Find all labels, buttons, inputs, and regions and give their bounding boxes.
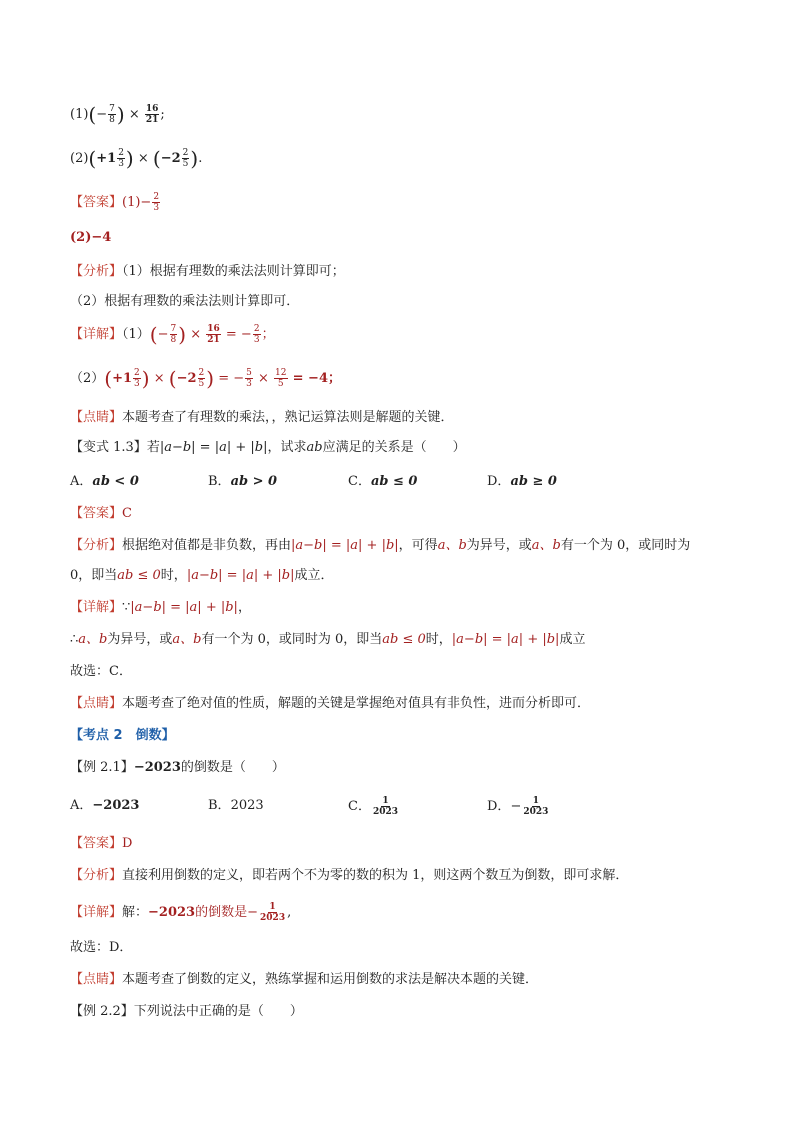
- answer-1: 【答案】(1)− $\frac{2}{3}$: [70, 192, 160, 213]
- fraction: $\frac{7}{8}$: [109, 104, 115, 125]
- fraction: $\frac{2}{3}$: [118, 148, 124, 169]
- problem-2: (2)(+1 $\frac{2}{3}$ ) × (−2 $\frac{2}{5}$ ).: [70, 146, 203, 171]
- example-option-b[interactable]: B．2023: [208, 798, 264, 813]
- fraction: $\frac{16}{21}$: [145, 104, 159, 125]
- variant-analysis-line-2: 0，即当ab ≤ 0时，|a−b| = |a| + |b|成立．: [70, 568, 334, 583]
- example-answer: 【答案】D: [70, 836, 133, 851]
- analysis-line-2: （2）根据有理数的乘法法则计算即可．: [70, 294, 300, 309]
- problem-1-label: (1): [70, 107, 89, 122]
- problem-2-label: (2): [70, 151, 89, 166]
- example-2-1-question: 【例 2.1】−2023的倒数是（ ）: [70, 760, 285, 775]
- variant-option-c[interactable]: C．ab ≤ 0: [348, 474, 418, 489]
- problem-1: (1)(− $\frac{7}{8}$ ) × $\frac{16}{21}$ ;: [70, 102, 165, 127]
- example-analysis: 【分析】直接利用倒数的定义，即若两个不为零的数的积为 1，则这两个数互为倒数，即可求解．: [70, 868, 629, 883]
- variant-label: 【变式 1.3】: [70, 440, 147, 455]
- answer-tag: 【答案】: [70, 195, 123, 210]
- example-comment: 【点睛】本题考查了倒数的定义，熟练掌握和运用倒数的求法是解决本题的关键．: [70, 972, 539, 987]
- detail-tag: 【详解】: [70, 327, 123, 342]
- comment-tag: 【点睛】: [70, 410, 123, 425]
- variant-option-a[interactable]: A．ab < 0: [70, 474, 139, 489]
- variant-choose: 故选：C．: [70, 664, 132, 679]
- variant-option-b[interactable]: B．ab > 0: [208, 474, 278, 489]
- example-detail: 【详解】解：−2023的倒数是− $\frac{1}{2023}$ ,: [70, 902, 292, 923]
- variant-detail-line-2: ∴a、b为异号，或a、b有一个为 0，或同时为 0，即当ab ≤ 0时，|a−b| = |a| + |b|成立: [70, 632, 586, 647]
- detail-line-2: （2）(+1 $\frac{2}{3}$ ) × (−2 $\frac{2}{5}$ ) = − $\frac{5}{3}$ × $\frac{12}{5}$ = −4；: [70, 366, 341, 391]
- example-2-2-question: 【例 2.2】下列说法中正确的是（ ）: [70, 1004, 303, 1019]
- variant-analysis-line-1: 【分析】根据绝对值都是非负数，再由|a−b| = |a| + |b|，可得a、b为异号，或a、b有一个为 0，或同时为: [70, 538, 691, 553]
- fraction: $\frac{2}{3}$: [153, 192, 160, 213]
- variant-answer: 【答案】C: [70, 506, 132, 521]
- analysis-line-1: 【分析】（1）根据有理数的乘法法则计算即可；: [70, 264, 345, 279]
- variant-detail-line-1: 【详解】∵|a−b| = |a| + |b|，: [70, 600, 251, 615]
- topic-heading: 【考点 2 倒数】: [70, 728, 175, 743]
- example-choose: 故选：D．: [70, 940, 133, 955]
- example-option-d[interactable]: D．− $\frac{1}{2023}$: [487, 796, 549, 817]
- variant-option-d[interactable]: D．ab ≥ 0: [487, 474, 557, 489]
- detail-line-1: 【详解】（1）(− $\frac{7}{8}$ ) × $\frac{16}{21}$ = − $\frac{2}{3}$ ；: [70, 322, 275, 347]
- analysis-tag: 【分析】: [70, 264, 123, 279]
- example-option-a[interactable]: A．−2023: [70, 798, 140, 813]
- fraction: $\frac{2}{5}$: [182, 148, 189, 169]
- comment-1: 【点睛】本题考查了有理数的乘法，，熟记运算法则是解题的关键．: [70, 410, 454, 425]
- variant-comment: 【点睛】本题考查了绝对值的性质，解题的关键是掌握绝对值具有非负性，进而分析即可．: [70, 696, 591, 711]
- example-option-c[interactable]: C． $\frac{1}{2023}$: [348, 796, 399, 817]
- variant-question: 【变式 1.3】若|a−b| = |a| + |b|，试求ab应满足的关系是（ ）: [70, 440, 466, 455]
- answer-2: (2)−4: [70, 230, 112, 245]
